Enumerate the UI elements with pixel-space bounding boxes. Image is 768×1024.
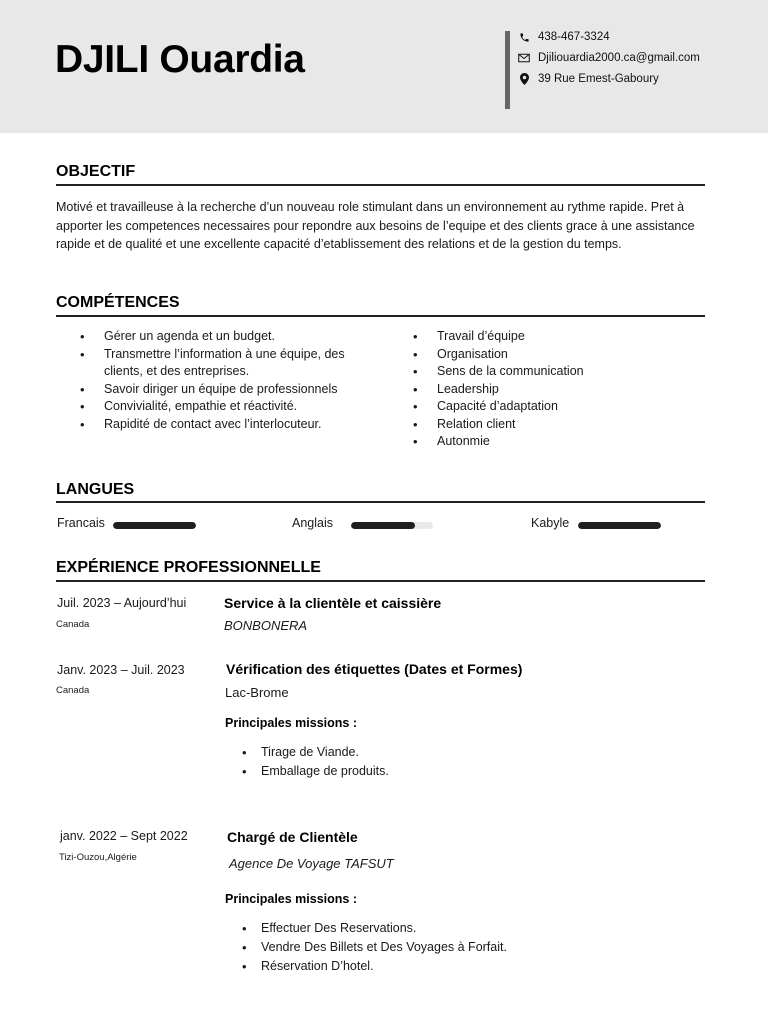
skill-item: • Rapidité de contact avec l’interlocuteur. (80, 416, 370, 434)
experience-role: Service à la clientèle et caissière (224, 595, 442, 611)
experience-date: Janv. 2023 – Juil. 2023 (57, 663, 185, 677)
mission-item: • Effectuer Des Reservations. (242, 919, 507, 938)
skill-item: • Capacité d’adaptation (413, 398, 673, 416)
skills-list-left (80, 328, 370, 433)
mission-item: • Réservation D’hotel. (242, 957, 507, 976)
map-pin-icon (518, 73, 530, 85)
experience-role: Vérification des étiquettes (Dates et Formes) (226, 661, 523, 677)
envelope-icon (518, 52, 530, 64)
section-rule (56, 580, 705, 582)
phone-text[interactable]: 438-467-3324 (538, 31, 610, 43)
language-name: Kabyle (531, 516, 570, 530)
address-text: 39 Rue Emest-Gaboury (538, 73, 659, 85)
experience-company: Agence De Voyage TAFSUT (229, 856, 394, 871)
mission-item: • Tirage de Viande. (242, 743, 389, 762)
skill-item: • Relation client (413, 416, 673, 434)
missions-list (242, 743, 389, 781)
skill-item: • Sens de la communication (413, 363, 673, 381)
skill-item: • Transmettre l’information à une équipe, des clients, et des entreprises. (80, 346, 370, 381)
experience-location: Canada (56, 619, 90, 630)
experience-date: Juil. 2023 – Aujourd’hui (57, 596, 187, 610)
language-level-bar (351, 522, 433, 529)
missions-list (242, 919, 507, 976)
language-level-bar (578, 522, 661, 529)
contact-phone (518, 31, 610, 43)
objective-text: Motivé et travailleuse à la recherche d’un nouveau role stimulant dans un environnement au rythme rapide. Pret à apporter les competences necessaires pour repondre aux besoins de l’equipe et des clients grace à une assistance rapide et de qualité et une excellente capacité d’etablissement des relations et de la gestion du temps. (56, 200, 695, 251)
skill-item: • Autonmie (413, 433, 673, 451)
section-rule (56, 501, 705, 503)
experience-date: janv. 2022 – Sept 2022 (60, 829, 188, 843)
skill-item: • Leadership (413, 381, 673, 399)
skill-item: • Convivialité, empathie et réactivité. (80, 398, 370, 416)
language-name: Anglais (292, 516, 333, 530)
language-level-fill (578, 522, 661, 529)
section-rule (56, 184, 705, 186)
skill-item: • Travail d’équipe (413, 328, 673, 346)
section-title-experience: EXPÉRIENCE PROFESSIONNELLE (56, 559, 321, 576)
missions-title: Principales missions : (225, 716, 357, 730)
section-title-languages: LANGUES (56, 481, 135, 498)
experience-location: Tizi-Ouzou,Algérie (59, 852, 137, 863)
experience-location: Canada (56, 685, 90, 696)
mission-item: • Vendre Des Billets et Des Voyages à Forfait. (242, 938, 507, 957)
section-title-skills: COMPÉTENCES (56, 294, 180, 311)
contact-email (518, 52, 700, 64)
phone-icon (518, 31, 530, 43)
email-text[interactable]: Djiliouardia2000.ca@gmail.com (538, 52, 700, 64)
language-level-fill (113, 522, 196, 529)
skill-item: • Organisation (413, 346, 673, 364)
contact-divider (505, 31, 510, 109)
skills-list-right (413, 328, 673, 451)
missions-title: Principales missions : (225, 892, 357, 906)
skill-item: • Savoir diriger un équipe de professionnels (80, 381, 370, 399)
section-title-objective: OBJECTIF (56, 163, 136, 180)
experience-company: Lac-Brome (225, 685, 289, 700)
experience-company: BONBONERA (224, 618, 308, 633)
mission-item: • Emballage de produits. (242, 762, 389, 781)
contact-address (518, 73, 659, 85)
skill-item: • Gérer un agenda et un budget. (80, 328, 370, 346)
experience-role: Chargé de Clientèle (227, 829, 358, 845)
language-level-bar (113, 522, 196, 529)
language-level-fill (351, 522, 415, 529)
language-name: Francais (57, 516, 105, 530)
section-rule (56, 315, 705, 317)
candidate-name: DJILI Ouardia (55, 38, 305, 81)
